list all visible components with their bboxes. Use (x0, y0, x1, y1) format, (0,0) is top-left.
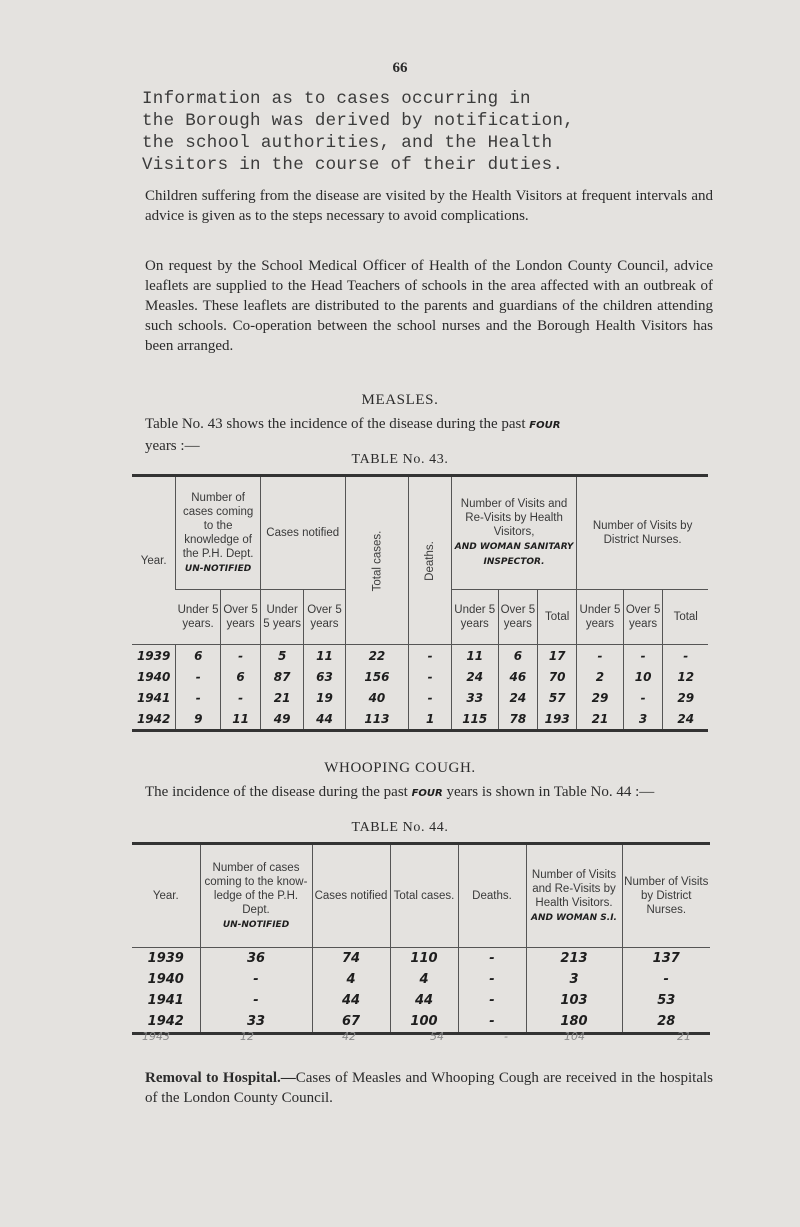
table-cell: 5 (260, 645, 303, 667)
typed-note (142, 88, 722, 176)
sub-over5: Over 5 years (498, 590, 538, 645)
sub-over5: Over 5 years (221, 590, 261, 645)
whooping-intro-tail: years is shown in Table No. 44 :— (446, 784, 655, 800)
typed-note-line: Visitors in the course of their duties. (142, 155, 564, 175)
table-44-title: TABLE No. 44. (351, 820, 449, 835)
table-cell: 67 (312, 1011, 390, 1034)
col-visits-hv-handwritten: AND WOMAN S.I. (531, 912, 617, 923)
table-cell: 193 (538, 708, 577, 731)
year-cell: 1941 (136, 690, 171, 705)
table-cell: 100 (390, 1011, 458, 1034)
col-visits-hv (526, 844, 622, 948)
table-cell: - (623, 645, 663, 667)
table-44-body (132, 948, 710, 1034)
table-cell: 36 (200, 948, 312, 970)
year-cell: 1939 (132, 645, 176, 667)
year-cell: 1942 (136, 711, 171, 726)
table-cell: 9 (176, 708, 221, 731)
whooping-intro-handwritten: FOUR (411, 788, 443, 799)
sub-over5: Over 5 years (623, 590, 663, 645)
table-row (132, 687, 708, 708)
table-cell: 17 (538, 645, 577, 667)
table-cell: - (200, 969, 312, 990)
col-cases-coming-handwritten: UN-NOTIFIED (184, 563, 252, 574)
table-cell: 6 (176, 645, 221, 667)
table-cell: 4 (312, 969, 390, 990)
col-cases-coming (176, 476, 261, 590)
typed-note-line: the school authorities, and the Health (142, 133, 553, 153)
page-number: 66 (392, 60, 408, 76)
table-cell: - (409, 666, 452, 687)
col-visits-hv (451, 476, 576, 590)
col-visits-dn: Number of Visits by District Nurses. (622, 844, 710, 948)
table-cell: 19 (304, 687, 345, 708)
table-cell: 22 (345, 645, 409, 667)
table-cell: 49 (260, 708, 303, 731)
table-cell: 44 (312, 990, 390, 1011)
table-row (132, 666, 708, 687)
table-row (132, 645, 708, 667)
table-cell: 46 (498, 666, 538, 687)
table-row (132, 990, 710, 1011)
table-cell: 10 (623, 666, 663, 687)
removal-text: Cases of Measles and Whooping Cough are received in the hospitals of the London County Council. (145, 1070, 713, 1106)
sub-over5: Over 5 years (304, 590, 345, 645)
col-visits-dn: Number of Visits by District Nurses. (577, 476, 708, 590)
table-cell: 24 (451, 666, 498, 687)
table-row (132, 948, 710, 970)
whooping-heading: WHOOPING COUGH. (324, 760, 476, 776)
table-cell: - (623, 687, 663, 708)
table-cell: 21 (577, 708, 624, 731)
table-cell: - (176, 666, 221, 687)
sub-under5: Under 5 years (451, 590, 498, 645)
faint-cell: 104 (564, 1030, 585, 1043)
table-cell: 6 (498, 645, 538, 667)
sub-under5: Under 5 years. (176, 590, 221, 645)
col-deaths-label: Deaths. (424, 540, 437, 581)
col-deaths (409, 476, 452, 645)
measles-intro-tail: years :— (145, 438, 200, 454)
paragraph-leaflets: On request by the School Medical Officer of Health of the London County Council, advice leaflets are supplied to the Head Teachers of schools in the area affected with an outbreak of Measles. These leaflets are distributed to the parents and guardians of the children attending such schools. Co-operation between the school nurses and the Borough Health Visitors has been arranged. (145, 258, 713, 354)
sub-under5: Under 5 years (260, 590, 303, 645)
col-cases-coming-label: Number of cases coming to the knowledge of the P.H. Dept. (182, 491, 254, 560)
col-year: Year. (140, 554, 167, 567)
table-cell: - (577, 645, 624, 667)
faint-cell: 42 (342, 1030, 356, 1043)
col-notified: Cases notified (312, 844, 390, 948)
table-43 (132, 474, 708, 732)
whooping-intro (145, 782, 713, 804)
table-cell: 63 (304, 666, 345, 687)
table-cell: 3 (526, 969, 622, 990)
sub-under5: Under 5 years (577, 590, 624, 645)
table-cell: - (458, 969, 526, 990)
table-cell: - (409, 645, 452, 667)
table-cell: 6 (221, 666, 261, 687)
col-cases-coming-label: Number of cases coming to the know-ledge of the P.H. Dept. (204, 861, 308, 916)
table-cell: 33 (200, 1011, 312, 1034)
removal-paragraph (145, 1068, 713, 1108)
faint-cell: 54 (430, 1030, 444, 1043)
table-cell: - (458, 990, 526, 1011)
table-cell: 33 (451, 687, 498, 708)
table-cell: 11 (221, 708, 261, 731)
measles-heading: MEASLES. (361, 392, 439, 408)
faint-cell: 21 (677, 1030, 691, 1043)
measles-intro-text: Table No. 43 shows the incidence of the disease during the past (145, 416, 526, 432)
col-deaths: Deaths. (458, 844, 526, 948)
measles-intro (145, 414, 713, 456)
whooping-intro-text: The incidence of the disease during the past (145, 784, 408, 800)
year-cell: 1941 (147, 993, 184, 1008)
table-cell: 53 (622, 990, 710, 1011)
table-cell: 115 (451, 708, 498, 731)
table-cell: 57 (538, 687, 577, 708)
table-cell: 44 (390, 990, 458, 1011)
col-total-cases: Total cases. (390, 844, 458, 948)
table-cell: - (622, 969, 710, 990)
table-row (132, 708, 708, 731)
sub-total: Total (538, 590, 577, 645)
table-cell: - (458, 948, 526, 970)
faint-extra-row (132, 1030, 710, 1048)
table-cell: 70 (538, 666, 577, 687)
table-cell: 3 (623, 708, 663, 731)
table-43-body (132, 645, 708, 731)
typed-note-line: Information as to cases occurring in (142, 89, 531, 109)
table-cell: 11 (304, 645, 345, 667)
table-43-title: TABLE No. 43. (351, 452, 449, 467)
year-cell: 1942 (147, 1014, 184, 1029)
typed-note-line: the Borough was derived by notification, (142, 111, 575, 131)
table-44 (132, 842, 710, 1035)
table-cell: 180 (526, 1011, 622, 1034)
measles-intro-handwritten: FOUR (529, 420, 561, 431)
col-visits-hv-label: Number of Visits and Re-Visits by Health Visitors, (460, 498, 568, 538)
table-cell: - (221, 687, 261, 708)
col-notified: Cases notified (260, 476, 345, 590)
col-visits-hv-label: Number of Visits and Re-Visits by Health Visitors. (531, 868, 617, 909)
table-cell: 44 (304, 708, 345, 731)
table-cell: 24 (663, 708, 708, 731)
table-cell: 213 (526, 948, 622, 970)
table-cell: 11 (451, 645, 498, 667)
table-cell: - (200, 990, 312, 1011)
faint-cell: 1943 (142, 1030, 170, 1043)
table-cell: 40 (345, 687, 409, 708)
table-cell: 21 (260, 687, 303, 708)
table-cell: 24 (498, 687, 538, 708)
table-cell: 103 (526, 990, 622, 1011)
table-cell: 28 (622, 1011, 710, 1034)
faint-cell: 12 (240, 1030, 254, 1043)
table-cell: 2 (577, 666, 624, 687)
year-cell: 1939 (132, 948, 200, 970)
year-cell: 1940 (136, 669, 171, 684)
table-cell: 29 (663, 687, 708, 708)
col-visits-hv-handwritten: AND WOMAN SANITARY INSPECTOR. (454, 542, 574, 567)
table-cell: 12 (663, 666, 708, 687)
table-cell: 4 (390, 969, 458, 990)
table-cell: - (458, 1011, 526, 1034)
table-cell: 74 (312, 948, 390, 970)
removal-label: Removal to Hospital.— (145, 1070, 296, 1086)
table-cell: 113 (345, 708, 409, 731)
table-cell: 156 (345, 666, 409, 687)
col-cases-coming-handwritten: UN-NOTIFIED (222, 919, 290, 930)
table-cell: - (176, 687, 221, 708)
faint-cell: - (504, 1030, 508, 1043)
table-cell: 87 (260, 666, 303, 687)
table-cell: 78 (498, 708, 538, 731)
table-row (132, 969, 710, 990)
col-total-cases-label: Total cases. (370, 530, 383, 591)
col-cases-coming (200, 844, 312, 948)
table-cell: - (409, 687, 452, 708)
table-cell: 110 (390, 948, 458, 970)
table-cell: - (663, 645, 708, 667)
table-cell: 1 (409, 708, 452, 731)
table-cell: - (221, 645, 261, 667)
col-total-cases (345, 476, 409, 645)
sub-total: Total (663, 590, 708, 645)
table-cell: 137 (622, 948, 710, 970)
table-cell: 29 (577, 687, 624, 708)
col-year: Year. (152, 890, 179, 902)
year-cell: 1940 (147, 972, 184, 987)
paragraph-visits: Children suffering from the disease are visited by the Health Visitors at frequent intervals and advice is given as to the steps necessary to avoid complications. (145, 188, 713, 224)
